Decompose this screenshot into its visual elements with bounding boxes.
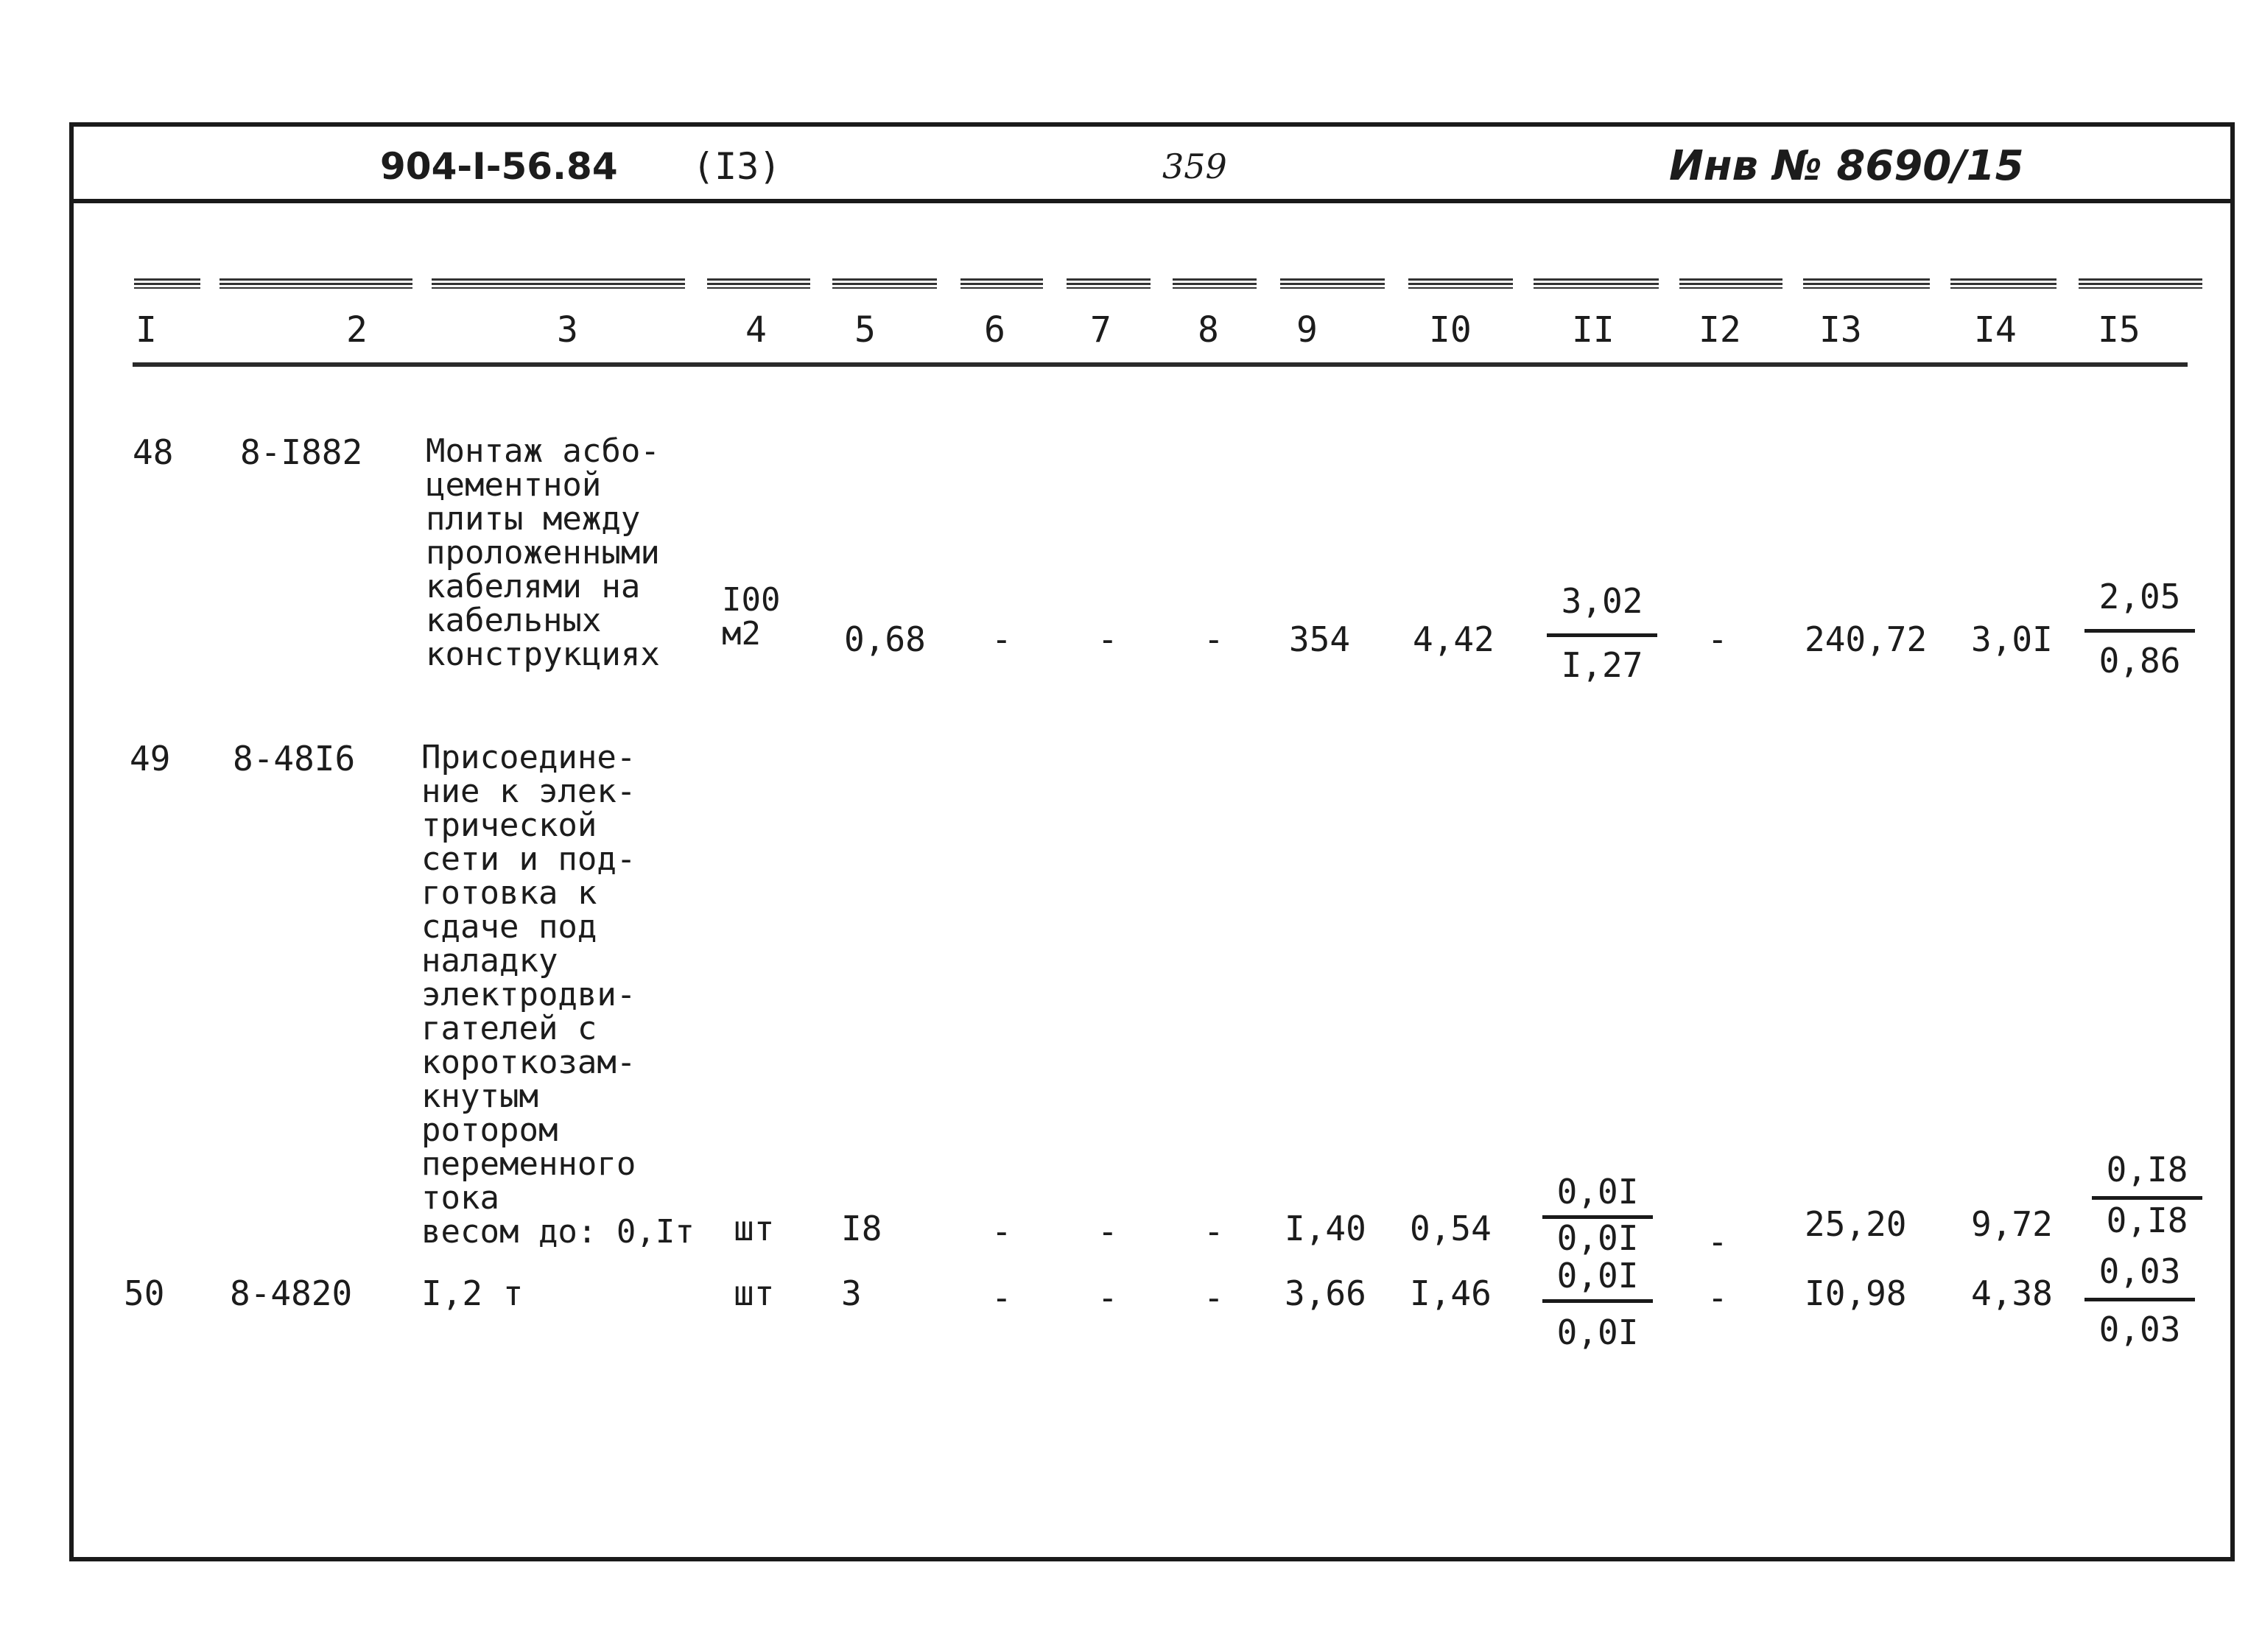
- column-number: 7: [1090, 309, 1111, 351]
- col-11-fraction: [1542, 1173, 1653, 1257]
- column-number: 2: [346, 309, 368, 351]
- fraction-top: 2,05: [2098, 577, 2181, 616]
- fraction-bottom: 0,86: [2098, 641, 2181, 681]
- col-11-fraction: [1547, 582, 1657, 684]
- rate-code: 8-I882: [240, 432, 363, 472]
- column-number: I5: [2098, 309, 2140, 351]
- col-8: -: [1204, 619, 1224, 659]
- col-13: 25,20: [1805, 1204, 1907, 1244]
- fraction-bar: [2092, 1196, 2202, 1200]
- rate-code: 8-48I6: [233, 739, 356, 778]
- col-13: 240,72: [1805, 619, 1928, 659]
- col-7: -: [1097, 619, 1118, 659]
- column-rule: [219, 278, 412, 289]
- col-10: 4,42: [1413, 619, 1494, 659]
- fraction-top: 0,03: [2098, 1251, 2181, 1291]
- sheet-number: (I3): [692, 145, 781, 188]
- col-14: 3,0I: [1971, 619, 2053, 659]
- column-number: 6: [984, 309, 1005, 351]
- fraction-bottom: 0,0I: [1556, 1312, 1639, 1352]
- column-number: 9: [1296, 309, 1318, 351]
- fraction-bottom: 0,03: [2098, 1310, 2181, 1349]
- col-7: -: [1097, 1278, 1118, 1318]
- col-9: I,40: [1285, 1209, 1366, 1248]
- col-6: -: [991, 1212, 1012, 1251]
- column-number: I4: [1974, 309, 2017, 351]
- fraction-top: 0,0I: [1556, 1172, 1639, 1212]
- col-12: -: [1707, 619, 1728, 659]
- column-number: 5: [854, 309, 876, 351]
- fraction-top: 0,I8: [2106, 1150, 2188, 1189]
- col-6: -: [991, 619, 1012, 659]
- col-15-fraction: [2092, 1150, 2202, 1240]
- col-14: 4,38: [1971, 1273, 2053, 1313]
- row-number: 48: [133, 432, 174, 472]
- page-number: 359: [1162, 147, 1227, 186]
- unit: шт: [734, 1209, 775, 1248]
- quantity: 3: [841, 1273, 862, 1313]
- column-rule: [707, 278, 810, 289]
- column-rule: [960, 278, 1043, 289]
- unit: шт: [734, 1273, 775, 1313]
- col-9: 3,66: [1285, 1273, 1366, 1313]
- column-number: 8: [1198, 309, 1219, 351]
- fraction-bottom: 0,0I: [1556, 1218, 1639, 1258]
- column-header-underline: [133, 362, 2188, 367]
- fraction-top: 0,0I: [1556, 1256, 1639, 1296]
- col-6: -: [991, 1278, 1012, 1318]
- col-10: 0,54: [1410, 1209, 1492, 1248]
- col-15-fraction: [2084, 577, 2195, 680]
- col-13: I0,98: [1805, 1273, 1907, 1313]
- col-8: -: [1204, 1212, 1224, 1251]
- column-rule: [432, 278, 685, 289]
- col-11-fraction: [1542, 1256, 1653, 1352]
- work-description: I,2 т: [421, 1273, 524, 1313]
- column-number: I0: [1429, 309, 1472, 351]
- fraction-bottom: 0,I8: [2106, 1201, 2188, 1240]
- inventory-number: Инв № 8690/15: [1669, 142, 2024, 190]
- row-number: 49: [130, 739, 171, 778]
- column-number: II: [1572, 309, 1615, 351]
- column-rule: [134, 278, 200, 289]
- quantity: 0,68: [844, 619, 926, 659]
- fraction-bar: [2084, 1298, 2195, 1301]
- column-rule: [1067, 278, 1151, 289]
- work-description: Присоедине- ние к элек- трической сети и под- готовка к сдаче под наладку электродви- гателей с короткозам- кнутым ротором переменного тока весом до: 0,Iт: [421, 739, 695, 1251]
- col-14: 9,72: [1971, 1204, 2053, 1244]
- inventory-underline: [1669, 199, 2023, 203]
- column-rule: [832, 278, 937, 289]
- col-10: I,46: [1410, 1273, 1492, 1313]
- work-description: Монтаж асбо- цементной плиты между проложенными кабелями на кабельных конструкциях: [426, 432, 660, 673]
- col-12: -: [1707, 1222, 1728, 1262]
- row-number: 50: [124, 1273, 165, 1313]
- column-rule: [1534, 278, 1659, 289]
- unit: I00 м2: [722, 581, 781, 653]
- fraction-bar: [1542, 1299, 1653, 1303]
- column-rule: [1803, 278, 1930, 289]
- fraction-bar: [1547, 633, 1657, 637]
- column-rule: [1950, 278, 2056, 289]
- col-9: 354: [1289, 619, 1351, 659]
- column-number: 3: [557, 309, 578, 351]
- quantity: I8: [841, 1209, 882, 1248]
- document-frame: [69, 122, 2235, 1561]
- column-rule: [1173, 278, 1257, 289]
- col-15-fraction: [2084, 1252, 2195, 1349]
- col-7: -: [1097, 1212, 1118, 1251]
- fraction-top: 3,02: [1561, 581, 1643, 621]
- column-number: I2: [1699, 309, 1741, 351]
- project-code: 904-I-56.84: [380, 145, 618, 188]
- col-8: -: [1204, 1278, 1224, 1318]
- column-rule: [2079, 278, 2202, 289]
- col-12: -: [1707, 1278, 1728, 1318]
- fraction-bottom: I,27: [1561, 645, 1643, 685]
- column-number: I3: [1819, 309, 1862, 351]
- column-rule: [1679, 278, 1782, 289]
- fraction-bar: [2084, 629, 2195, 633]
- rate-code: 8-4820: [230, 1273, 353, 1313]
- column-number: I: [136, 309, 157, 351]
- column-rule: [1408, 278, 1513, 289]
- column-rule: [1280, 278, 1385, 289]
- column-number: 4: [745, 309, 767, 351]
